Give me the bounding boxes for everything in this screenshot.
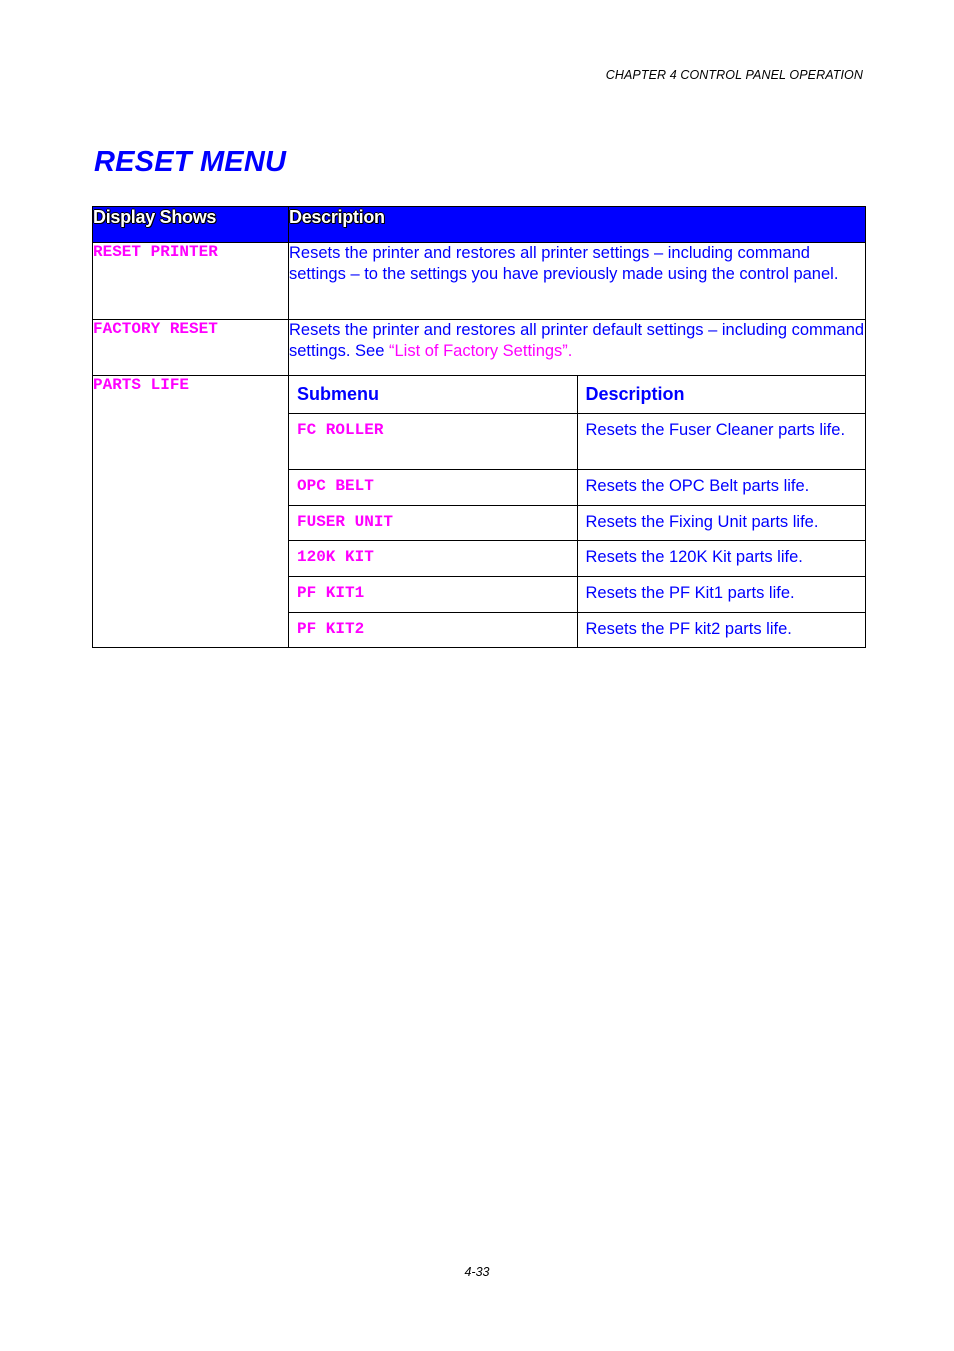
submenu-description-column-header: Description [577, 376, 866, 413]
submenu-description-text: Resets the OPC Belt parts life. [585, 476, 810, 495]
submenu-row [289, 612, 866, 647]
submenu-code-120k-kit: 120K KIT [297, 547, 374, 566]
display-code-parts-life: PARTS LIFE [93, 376, 190, 394]
factory-settings-link[interactable]: “List of Factory Settings”. [388, 341, 573, 360]
submenu-description-text: Resets the 120K Kit parts life. [585, 547, 803, 566]
display-cell [93, 243, 289, 320]
submenu-row [289, 505, 866, 540]
page-number: 4-33 [464, 1265, 490, 1279]
description-cell [289, 320, 866, 376]
submenu-header-row [289, 376, 866, 413]
table-header-row [93, 207, 866, 243]
description-cell [289, 243, 866, 320]
table-row [93, 243, 866, 320]
submenu-item-cell [289, 469, 577, 505]
reset-menu-table [92, 206, 866, 648]
display-code-reset-printer: RESET PRINTER [93, 243, 218, 261]
submenu-row [289, 413, 866, 469]
submenu-description-text: Resets the PF Kit1 parts life. [585, 583, 795, 602]
submenu-item-cell [289, 612, 577, 647]
submenu-code-pf-kit2: PF KIT2 [297, 619, 365, 638]
submenu-description-text: Resets the PF kit2 parts life. [585, 619, 792, 638]
submenu-description-cell [577, 413, 866, 469]
column-header-description: Description [289, 207, 866, 243]
submenu-code-pf-kit1: PF KIT1 [297, 583, 365, 602]
submenu-row [289, 576, 866, 612]
description-text-body: Resets the printer and restores all printer default settings – including command settings. See [289, 321, 865, 360]
submenu-item-cell [289, 505, 577, 540]
submenu-description-cell [577, 540, 866, 576]
submenu-code-opc-belt: OPC BELT [297, 476, 374, 495]
submenu-code-fc-roller: FC ROLLER [297, 420, 384, 439]
submenu-description-cell [577, 505, 866, 540]
submenu-item-cell [289, 540, 577, 576]
column-header-display-shows: Display Shows [93, 207, 289, 243]
submenu-row [289, 469, 866, 505]
submenu-description-cell [577, 612, 866, 647]
display-code-factory-reset: FACTORY RESET [93, 320, 218, 338]
submenu-column-header: Submenu [289, 376, 577, 413]
display-cell [93, 376, 289, 648]
submenu-description-cell [577, 469, 866, 505]
display-cell [93, 320, 289, 376]
submenu-description-text: Resets the Fixing Unit parts life. [585, 512, 819, 531]
page-title: RESET MENU [94, 146, 287, 178]
description-text [289, 320, 865, 361]
submenu-cell [289, 376, 866, 648]
submenu-description-cell [577, 576, 866, 612]
submenu-code-fuser-unit: FUSER UNIT [297, 512, 394, 531]
submenu-item-cell [289, 413, 577, 469]
table-row [93, 320, 866, 376]
running-header: CHAPTER 4 CONTROL PANEL OPERATION [605, 68, 863, 82]
submenu-row [289, 540, 866, 576]
table-row [93, 376, 866, 648]
parts-life-submenu-table [289, 376, 866, 647]
submenu-item-cell [289, 576, 577, 612]
submenu-description-text: Resets the Fuser Cleaner parts life. [585, 420, 846, 439]
description-text: Resets the printer and restores all printer settings – including command settings – to the settings you have previously made using the control panel. [289, 244, 839, 283]
